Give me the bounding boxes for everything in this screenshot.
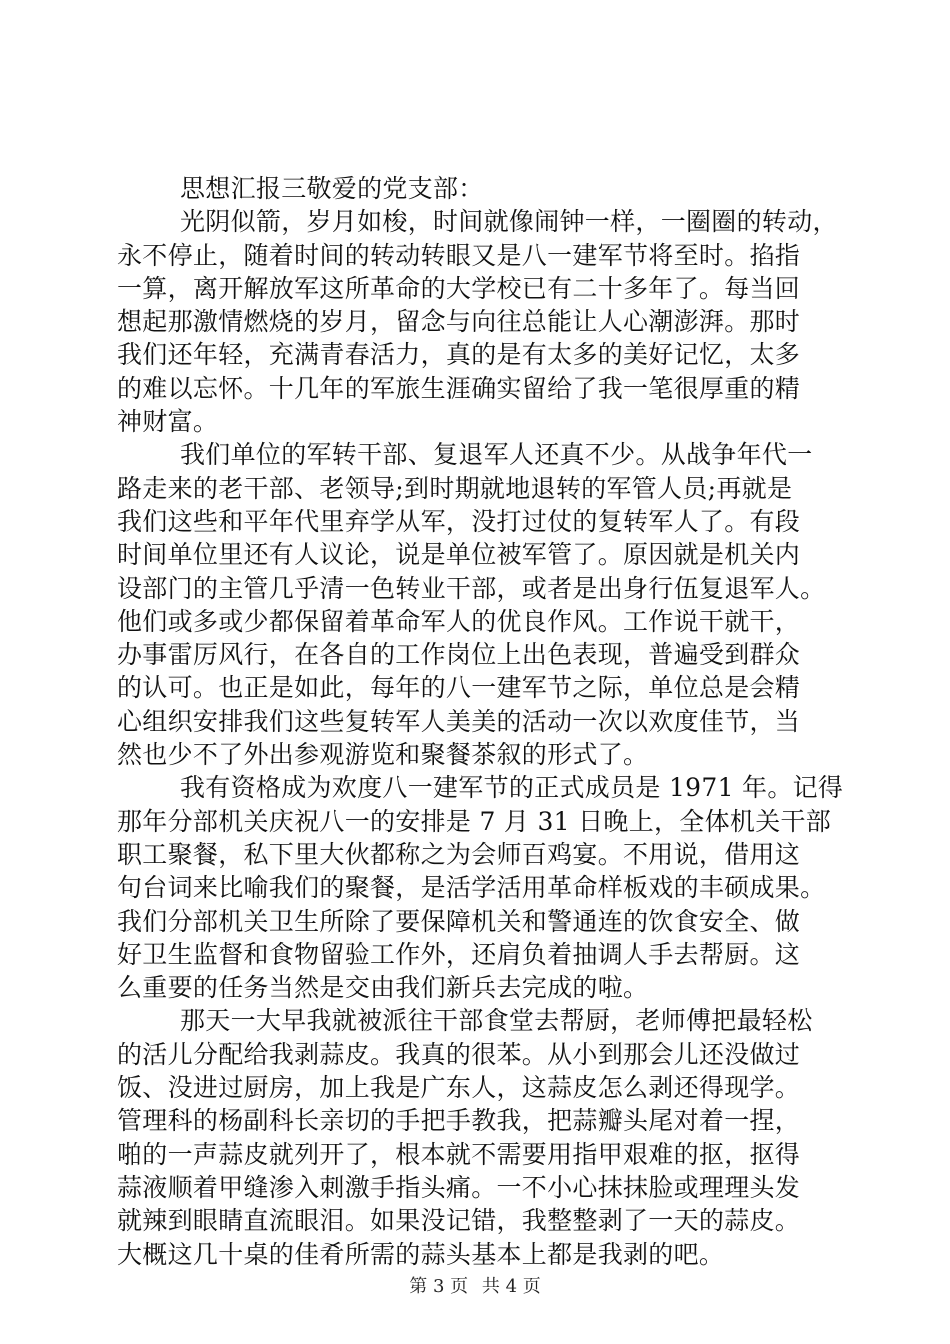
paragraph-first-line: 光阴似箭，岁月如梭，时间就像闹钟一样，一圈圈的转动， (180, 207, 838, 237)
text-line: 办事雷厉风行，在各自的工作岗位上出色表现，普遍受到群众 (117, 640, 801, 670)
paragraph-first-line: 我们单位的军转干部、复退军人还真不少。从战争年代一 (180, 440, 813, 470)
text-line: 他们或多或少都保留着革命军人的优良作风。工作说干就干， (117, 606, 801, 636)
text-line: 就辣到眼睛直流眼泪。如果没记错，我整整剥了一天的蒜皮。 (117, 1206, 801, 1236)
text-line: 饭、没进过厨房，加上我是广东人，这蒜皮怎么剥还得现学。 (117, 1073, 801, 1103)
text-line: 句台词来比喻我们的聚餐，是活学活用革命样板戏的丰硕成果。 (117, 873, 826, 903)
text-line: 然也少不了外出参观游览和聚餐茶叙的形式了。 (117, 740, 649, 770)
text-line: 么重要的任务当然是交由我们新兵去完成的啦。 (117, 973, 649, 1003)
text-line: 我们分部机关卫生所除了要保障机关和警通连的饮食安全、做 (117, 906, 801, 936)
paragraph-first-line: 那天一大早我就被派往干部食堂去帮厨，老师傅把最轻松 (180, 1006, 813, 1036)
text-line: 心组织安排我们这些复转军人美美的活动一次以欢度佳节，当 (117, 706, 801, 736)
page-footer (0, 1272, 950, 1298)
text-line: 那年分部机关庆祝八一的安排是 7 月 31 日晚上，全体机关干部 (117, 806, 832, 836)
text-line: 的难以忘怀。十几年的军旅生涯确实留给了我一笔很厚重的精 (117, 373, 801, 403)
text-line: 大概这几十桌的佳肴所需的蒜头基本上都是我剥的吧。 (117, 1239, 725, 1269)
page-number: 第 3 页 (409, 1276, 469, 1297)
text-line: 我们还年轻，充满青春活力，真的是有太多的美好记忆，太多 (117, 340, 801, 370)
text-line: 永不停止，随着时间的转动转眼又是八一建军节将至时。掐指 (117, 240, 801, 270)
text-line: 管理科的杨副科长亲切的手把手教我，把蒜瓣头尾对着一捏， (117, 1106, 801, 1136)
paragraph-first-line: 思想汇报三敬爱的党支部： (180, 174, 484, 203)
text-line: 我们这些和平年代里弃学从军，没打过仗的复转军人了。有段 (117, 506, 801, 536)
text-line: 设部门的主管几乎清一色转业干部，或者是出身行伍复退军人。 (117, 573, 826, 603)
text-line: 的活儿分配给我剥蒜皮。我真的很苯。从小到那会儿还没做过 (117, 1039, 801, 1069)
text-line: 一算，离开解放军这所革命的大学校已有二十多年了。每当回 (117, 273, 801, 303)
text-line: 想起那激情燃烧的岁月，留念与向往总能让人心潮澎湃。那时 (117, 307, 801, 337)
page-total: 共 4 页 (481, 1276, 541, 1297)
document-body (117, 172, 844, 1271)
text-line: 神财富。 (117, 407, 219, 437)
text-line: 蒜液顺着甲缝渗入刺激手指头痛。一不小心抹抹脸或理理头发 (117, 1172, 801, 1202)
text-line: 好卫生监督和食物留验工作外，还肩负着抽调人手去帮厨。这 (117, 939, 801, 969)
text-line: 时间单位里还有人议论，说是单位被军管了。原因就是机关内 (117, 540, 801, 570)
text-line: 职工聚餐，私下里大伙都称之为会师百鸡宴。不用说，借用这 (117, 839, 801, 869)
paragraph-first-line: 我有资格成为欢度八一建军节的正式成员是 1971 年。记得 (180, 773, 844, 803)
text-line: 啪的一声蒜皮就列开了，根本就不需要用指甲艰难的抠，抠得 (117, 1139, 801, 1169)
text-line: 路走来的老干部、老领导;到时期就地退转的军管人员;再就是 (117, 473, 793, 503)
text-line: 的认可。也正是如此，每年的八一建军节之际，单位总是会精 (117, 673, 801, 703)
